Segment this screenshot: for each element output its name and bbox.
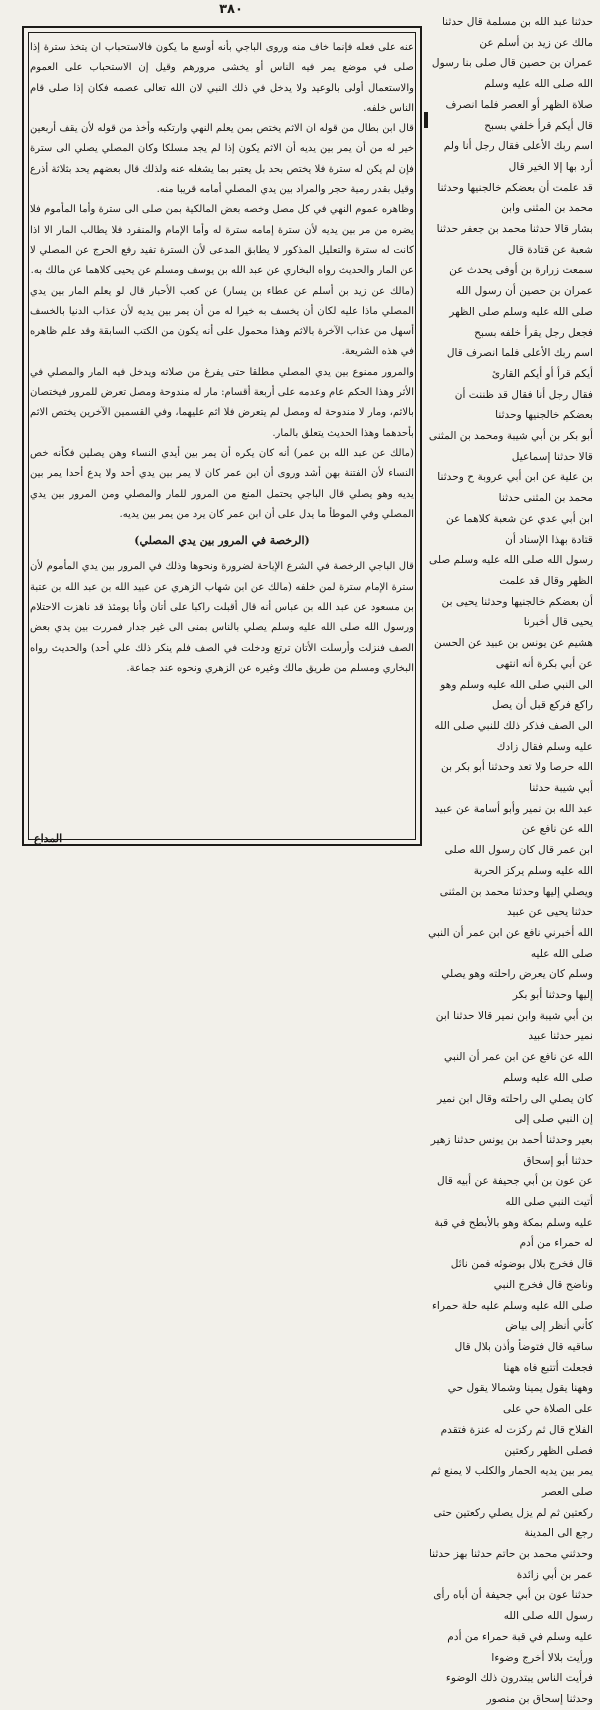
main-paragraphs bbox=[30, 38, 414, 525]
margin-line: عليه وسلم في قبة حمراء من أدم ورأيت بلالا أخرج وضوءا bbox=[447, 1630, 593, 1664]
margin-line: الله حرصا ولا تعد وحدثنا أبو بكر بن أبي شيبة حدثنا bbox=[441, 761, 593, 795]
margin-line: الفلاح قال ثم ركزت له عنزة فتقدم فصلى الظهر ركعتين bbox=[440, 1423, 593, 1457]
margin-line: قال فخرج بلال بوضوئه فمن نائل وناضح قال فخرج النبي bbox=[450, 1258, 593, 1291]
page-number: ٣٨٠ bbox=[219, 2, 243, 17]
margin-line: وحدثني محمد بن حاتم حدثنا بهز حدثنا عمر بن أبي زائدة bbox=[428, 1548, 593, 1581]
margin-line: أن بعضكم خالجنيها وحدثنا يحيى بن يحيى قال أخبرنا bbox=[441, 595, 593, 629]
margin-line: صلى الله عليه وسلم صلى الظهر فجعل رجل يقرأ خلفه بسبح bbox=[449, 305, 593, 339]
main-paragraph: وظاهره عموم النهي في كل مصل وخصه بعض المالكية بمن صلى الى سترة وأما المأموم فلا يضره من مر بين يديه لأن سترة إمامه سترة له وأما الإمام والمنفرد فلا يطالب المار الا اذا كانت له سترة والتعليل المذكور لا يطابق المدعى لأن السترة تفيد رفع الحرج عن المصلي لا عن المار والحديث رواه البخاري عن عبد الله بن يوسف ومسلم عن يحيى كلاهما عن مالك به. bbox=[30, 204, 414, 277]
margin-line: عن عون بن أبي جحيفة عن أبيه قال أتيت النبي صلى الله bbox=[436, 1175, 593, 1209]
section-paragraph: قال الباجي الرخصة في الشرع الإباحة لضرورة ونحوها وذلك في المرور بين يدي المأموم لأن سترة الإمام سترة لمن خلفه (مالك عن ابن شهاب الزهري عن عبيد الله بن عبد الله بن عتبة بن مسعود عن عبد الله بن عباس أنه قال أقبلت راكبا على أتان وأنا يومئذ قد ناهزت الاحتلام ورسول الله صلى الله عليه وسلم يصلي بالناس بمنى الى غير جدار فمررت بين يدي بعض الصف فنزلت وأرسلت الأتان ترتع ودخلت في الصف فلم ينكر ذلك علي أحد) والحديث رواه البخاري ومسلم من طريق مالك وغيره عن الزهري ونحوه عند جماعة. bbox=[30, 561, 414, 674]
margin-line: عمران بن حصين قال صلى بنا رسول الله صلى الله عليه وسلم bbox=[431, 57, 593, 91]
margin-line: ركعتين ثم لم يزل يصلي ركعتين حتى رجع الى المدينة bbox=[433, 1506, 593, 1540]
margin-line: وسلم كان يعرض راحلته وهو يصلي إليها وحدثنا أبو بكر bbox=[441, 968, 593, 1002]
margin-line: عليه وسلم بمكة وهو بالأبطح في قبة له حمراء من أدم bbox=[434, 1216, 593, 1250]
margin-hadith-text bbox=[428, 12, 593, 1705]
margin-line: بعير وحدثنا أحمد بن يونس حدثنا زهير حدثنا أبو إسحاق bbox=[430, 1133, 593, 1167]
margin-line: اسم ربك الأعلى فقال رجل أنا ولم أرد بها إلا الخير قال bbox=[443, 140, 593, 173]
margin-line: حدثنا عبد الله بن مسلمة قال حدثنا مالك عن زيد بن أسلم عن bbox=[441, 16, 593, 49]
margin-line: وههنا يقول يمينا وشمالا يقول حي على الصلاة حي على bbox=[447, 1382, 593, 1416]
margin-line: بشار قالا حدثنا محمد بن جعفر حدثنا شعبة عن قتادة قال bbox=[436, 223, 593, 256]
margin-line: صلى الله عليه وسلم عليه حلة حمراء كأني أنظر إلى بياض bbox=[431, 1299, 593, 1333]
margin-line: فرأيت الناس يبتدرون ذلك الوضوء وحدثنا إسحاق بن منصور bbox=[445, 1672, 593, 1705]
margin-line: كان يصلي الى راحلته وقال ابن نمير إن النبي صلى إلى bbox=[437, 1092, 593, 1126]
margin-line: اسم ربك الأعلى فلما انصرف قال أيكم قرأ أو أيكم القارئ bbox=[446, 347, 593, 380]
margin-line: ابن عمر قال كان رسول الله صلى الله عليه وسلم يركز الحربة bbox=[444, 844, 593, 877]
margin-line: بن أبي شيبة وابن نمير قالا حدثنا ابن نمير حدثنا عبيد bbox=[435, 1009, 593, 1043]
margin-line: هشيم عن يونس بن عبيد عن الحسن عن أبي بكرة أنه انتهى bbox=[434, 637, 593, 670]
margin-line: حدثنا عون بن أبي جحيفة أن أباه رأى رسول الله صلى الله bbox=[433, 1589, 593, 1623]
catchword: المداع bbox=[34, 832, 63, 845]
margin-line: أبو بكر بن أبي شيبة ومحمد بن المثنى قالا حدثنا إسماعيل bbox=[428, 430, 593, 463]
margin-line: صلاة الظهر أو العصر فلما انصرف قال أيكم قرأ خلفي بسبح bbox=[445, 98, 593, 132]
main-paragraph: والمرور ممنوع بين يدي المصلي مطلقا حتى يفرغ من صلاته ويدخل فيه المار والمصلي في الأثر وهذا الحكم عام وعدمه على أربعة أقسام: مار له مندوحة ومصل تعرض للمرور فيختصان بالاثم، ومار لا مندوحة له ومصل لم يتعرض فلا اثم عليهما، وفي القسمين الآخرين يختص الاثم بأحدهما وهذا الحديث يتعلق بالمار. bbox=[30, 366, 414, 439]
margin-line: ابن أبي عدي عن شعبة كلاهما عن قتادة بهذا الإسناد أن bbox=[446, 512, 593, 546]
margin-line: يمر بين يديه الحمار والكلب لا يمنع ثم صلى العصر bbox=[430, 1465, 593, 1498]
margin-line: عبد الله بن نمير وأبو أسامة عن عبيد الله عن نافع عن bbox=[434, 802, 593, 836]
margin-line: ساقيه قال فتوضأ وأذن بلال قال فجعلت أتتبع فاه ههنا bbox=[454, 1341, 593, 1374]
section-paragraphs bbox=[30, 557, 414, 679]
section-heading: (الرخصة في المرور بين يدي المصلي) bbox=[134, 534, 310, 548]
main-paragraph: (مالك عن زيد بن أسلم عن عطاء بن يسار) عن كعب الأحبار قال لو يعلم المار بين يدي المصلي ماذا عليه لكان أن يخسف به خيرا له من أن يمر بين يديه لأن عذاب الدنيا بالخسف أسهل من عذاب الآخرة بالاثم وهذا محمول على أنه يكون من الكتب السابقة وقد علم ظاهره في هذه الشريعة. bbox=[30, 285, 414, 358]
margin-line: بن علية عن ابن أبي عروبة ح وحدثنا محمد بن المثنى حدثنا bbox=[437, 471, 593, 505]
margin-line: الى الصف فذكر ذلك للنبي صلى الله عليه وسلم فقال زادك bbox=[434, 719, 593, 753]
main-paragraph: قال ابن بطال من قوله ان الاثم يختص بمن يعلم النهي وارتكبه وأخذ من قوله لأن يقف أربعين خير له من أن يمر بين يديه أن الاثم يكون إذا لم يجد مسلكا وكان المصلي يصلي الى سترة فإن لم يكن له سترة فلا يختص بحد بل يعتبر بما يشغله عنه ولذلك قال بعضهم يحد بثلاثة أذرع وقيل بقدر رمية حجر والمراد بين يدي المصلي أمامه قريبا منه. bbox=[30, 123, 414, 196]
margin-line: فقال رجل أنا فقال قد ظننت أن بعضكم خالجنيها وحدثنا bbox=[454, 388, 593, 422]
margin-line: قد علمت أن بعضكم خالجنيها وحدثنا محمد بن المثنى وابن bbox=[437, 181, 593, 215]
margin-line: رسول الله صلى الله عليه وسلم صلى الظهر وقال قد علمت bbox=[428, 554, 593, 587]
margin-line: الله عن نافع عن ابن عمر أن النبي صلى الله عليه وسلم bbox=[444, 1051, 593, 1084]
margin-line: ويصلي إليها وحدثنا محمد بن المثنى حدثنا يحيى عن عبيد bbox=[439, 885, 593, 919]
main-paragraph: عنه على فعله فإنما خاف منه وروى الباجي بأنه أوسع ما يكون فالاستحباب ان يتخذ سترة إذا صلى في موضع يمر فيه الناس أو يخشى مرورهم وقيل إن الاستحباب على العموم والاستعمال أولى بالوعيد ولا يدخل في ذلك النبي لان الله تعالى عصمه فكان إذا صلى قام الناس خلفه. bbox=[30, 42, 414, 114]
main-paragraph: (مالك عن عبد الله بن عمر) أنه كان يكره أن يمر بين أيدي النساء وهن يصلين فكأنه خص النساء لأن الفتنة بهن أشد وروى أن ابن عمر كان لا يمر بين يدي أحد ولا يدع أحدا يمر بين يديه وهو يصلي قال الباجي يحتمل المنع من المرور للمار والمصلي ومن المرور بين يدي المصلي وفي الموطأ ما يدل على أن ابن عمر كان يرد من يمر بين يديه. bbox=[30, 447, 414, 520]
main-commentary-text bbox=[30, 38, 414, 838]
margin-line: الله أخبرني نافع عن ابن عمر أن النبي صلى الله عليه bbox=[428, 926, 593, 960]
margin-line: الى النبي صلى الله عليه وسلم وهو راكع فركع قبل أن يصل bbox=[440, 678, 593, 712]
margin-line: سمعت زرارة بن أوفى يحدث عن عمران بن حصين أن رسول الله bbox=[449, 264, 593, 298]
